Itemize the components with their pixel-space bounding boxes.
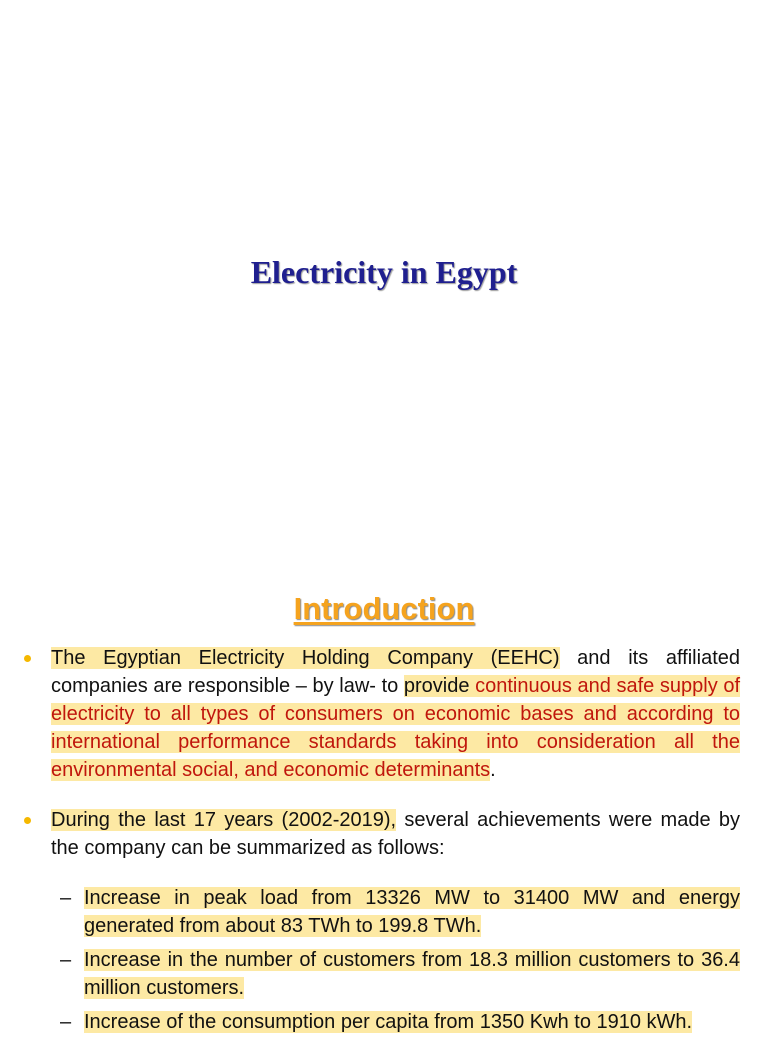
highlighted-text: During the last 17 years (2002-2019), <box>51 809 397 831</box>
bullet-dot-icon <box>24 817 31 824</box>
sub-list-item <box>20 884 740 940</box>
highlighted-red-text: continuous and safe supply of electricity to all types of consumers on economic bases and according to international performance standards taking into consideration all the environmental social, and economic determinants <box>51 675 741 781</box>
highlighted-text: provide <box>403 675 470 697</box>
sub-item-text: Increase in the number of customers from 18.3 million customers to 36.4 million customers. <box>84 949 740 999</box>
sub-list-item <box>20 1008 740 1036</box>
bullet-item <box>20 806 740 862</box>
sub-item-text: Increase in peak load from 13326 MW to 31400 MW and energy generated from about 83 TWh to 199.8 TWh. <box>84 887 740 937</box>
section-heading: Introduction <box>293 591 475 626</box>
dash-marker: – <box>60 949 72 971</box>
bullet-item <box>20 644 740 784</box>
body-text: several achievements were made by the company can be summarized as follows: <box>51 809 741 859</box>
sub-list-item <box>20 946 740 1002</box>
bullet-dot-icon <box>24 655 31 662</box>
slide-title: Electricity in Egypt <box>250 254 518 290</box>
highlighted-text: The Egyptian Electricity Holding Company (EEHC) <box>51 647 560 669</box>
content-body <box>20 644 740 1042</box>
body-text: and its affiliated companies are responsible – by law- to <box>51 647 740 697</box>
dash-marker: – <box>60 887 72 909</box>
dash-marker: – <box>60 1011 72 1033</box>
sub-item-text: Increase of the consumption per capita from 1350 Kwh to 1910 kWh. <box>84 1011 693 1033</box>
body-text: . <box>490 759 496 781</box>
